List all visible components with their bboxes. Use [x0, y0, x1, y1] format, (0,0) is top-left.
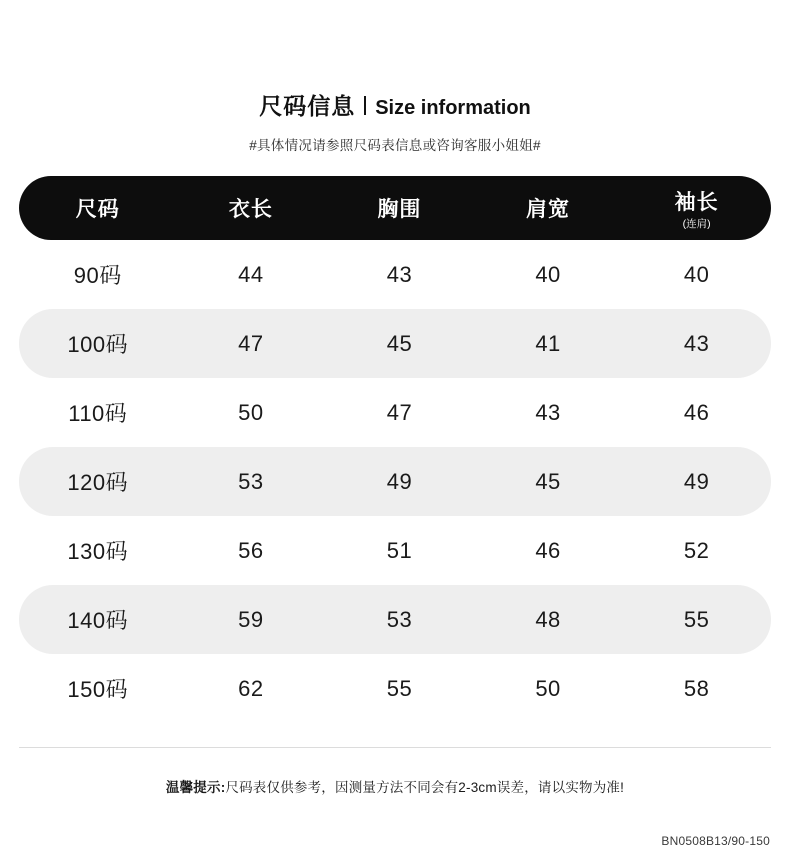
column-header-shoulder	[474, 193, 623, 223]
column-header-size	[19, 193, 177, 223]
cell-length: 56	[238, 537, 264, 563]
table-row	[19, 240, 771, 309]
cell-bust: 49	[386, 468, 413, 494]
cell-size: 140码	[67, 608, 129, 633]
column-header-sleeve-label: 袖长	[674, 191, 719, 215]
title-english: Size information	[375, 97, 531, 119]
cell-length: 53	[238, 468, 264, 494]
cell-size: 110码	[68, 401, 128, 426]
table-row	[19, 378, 771, 447]
table-row	[19, 447, 771, 516]
cell-sleeve: 40	[683, 261, 710, 287]
title-chinese: 尺码信息	[259, 93, 356, 119]
cell-length: 50	[238, 399, 264, 425]
cell-sleeve: 49	[683, 468, 710, 494]
cell-size: 100码	[67, 332, 129, 357]
cell-sleeve: 55	[683, 606, 710, 632]
table-header-row	[19, 176, 771, 240]
subtitle: #具体情况请参照尺码表信息或咨询客服小姐姐#	[249, 138, 541, 153]
footer-note	[0, 776, 790, 796]
table-row	[19, 516, 771, 585]
cell-shoulder: 46	[535, 537, 561, 563]
cell-bust: 55	[386, 675, 413, 701]
column-header-bust-label: 胸围	[377, 198, 422, 221]
cell-size: 120码	[67, 470, 129, 495]
column-header-length	[177, 193, 326, 223]
cell-shoulder: 48	[535, 606, 561, 632]
cell-shoulder: 41	[535, 330, 561, 356]
divider	[19, 747, 771, 748]
title-divider	[364, 96, 366, 115]
column-header-bust	[325, 193, 474, 223]
cell-length: 47	[238, 330, 264, 356]
cell-sleeve: 46	[683, 399, 710, 425]
column-header-length-label: 衣长	[228, 198, 273, 221]
column-header-sleeve	[622, 186, 771, 230]
cell-sleeve: 43	[683, 330, 710, 356]
column-header-sleeve-sub: (连肩)	[682, 218, 711, 231]
table-row	[19, 585, 771, 654]
cell-length: 62	[238, 675, 264, 701]
cell-sleeve: 58	[683, 675, 710, 701]
cell-bust: 53	[386, 606, 413, 632]
page-title	[0, 0, 790, 121]
footer-note-label: 温馨提示:	[165, 780, 226, 795]
sku-code: BN0508B13/90-150	[661, 834, 770, 848]
column-header-size-label: 尺码	[75, 198, 120, 221]
table-row	[19, 309, 771, 378]
cell-shoulder: 45	[535, 468, 561, 494]
cell-size: 130码	[67, 539, 129, 564]
size-table	[19, 176, 771, 723]
cell-bust: 43	[386, 261, 413, 287]
cell-bust: 47	[386, 399, 413, 425]
table-row	[19, 654, 771, 723]
cell-length: 44	[238, 261, 264, 287]
cell-shoulder: 43	[535, 399, 561, 425]
cell-sleeve: 52	[683, 537, 710, 563]
cell-size: 90码	[73, 263, 122, 288]
cell-length: 59	[238, 606, 264, 632]
cell-bust: 51	[386, 537, 413, 563]
cell-shoulder: 50	[535, 675, 561, 701]
column-header-shoulder-label: 肩宽	[526, 198, 571, 221]
cell-shoulder: 40	[535, 261, 561, 287]
footer-note-text: 尺码表仅供参考，因测量方法不同会有2-3cm误差，请以实物为准!	[225, 780, 625, 795]
cell-bust: 45	[386, 330, 413, 356]
cell-size: 150码	[67, 677, 129, 702]
